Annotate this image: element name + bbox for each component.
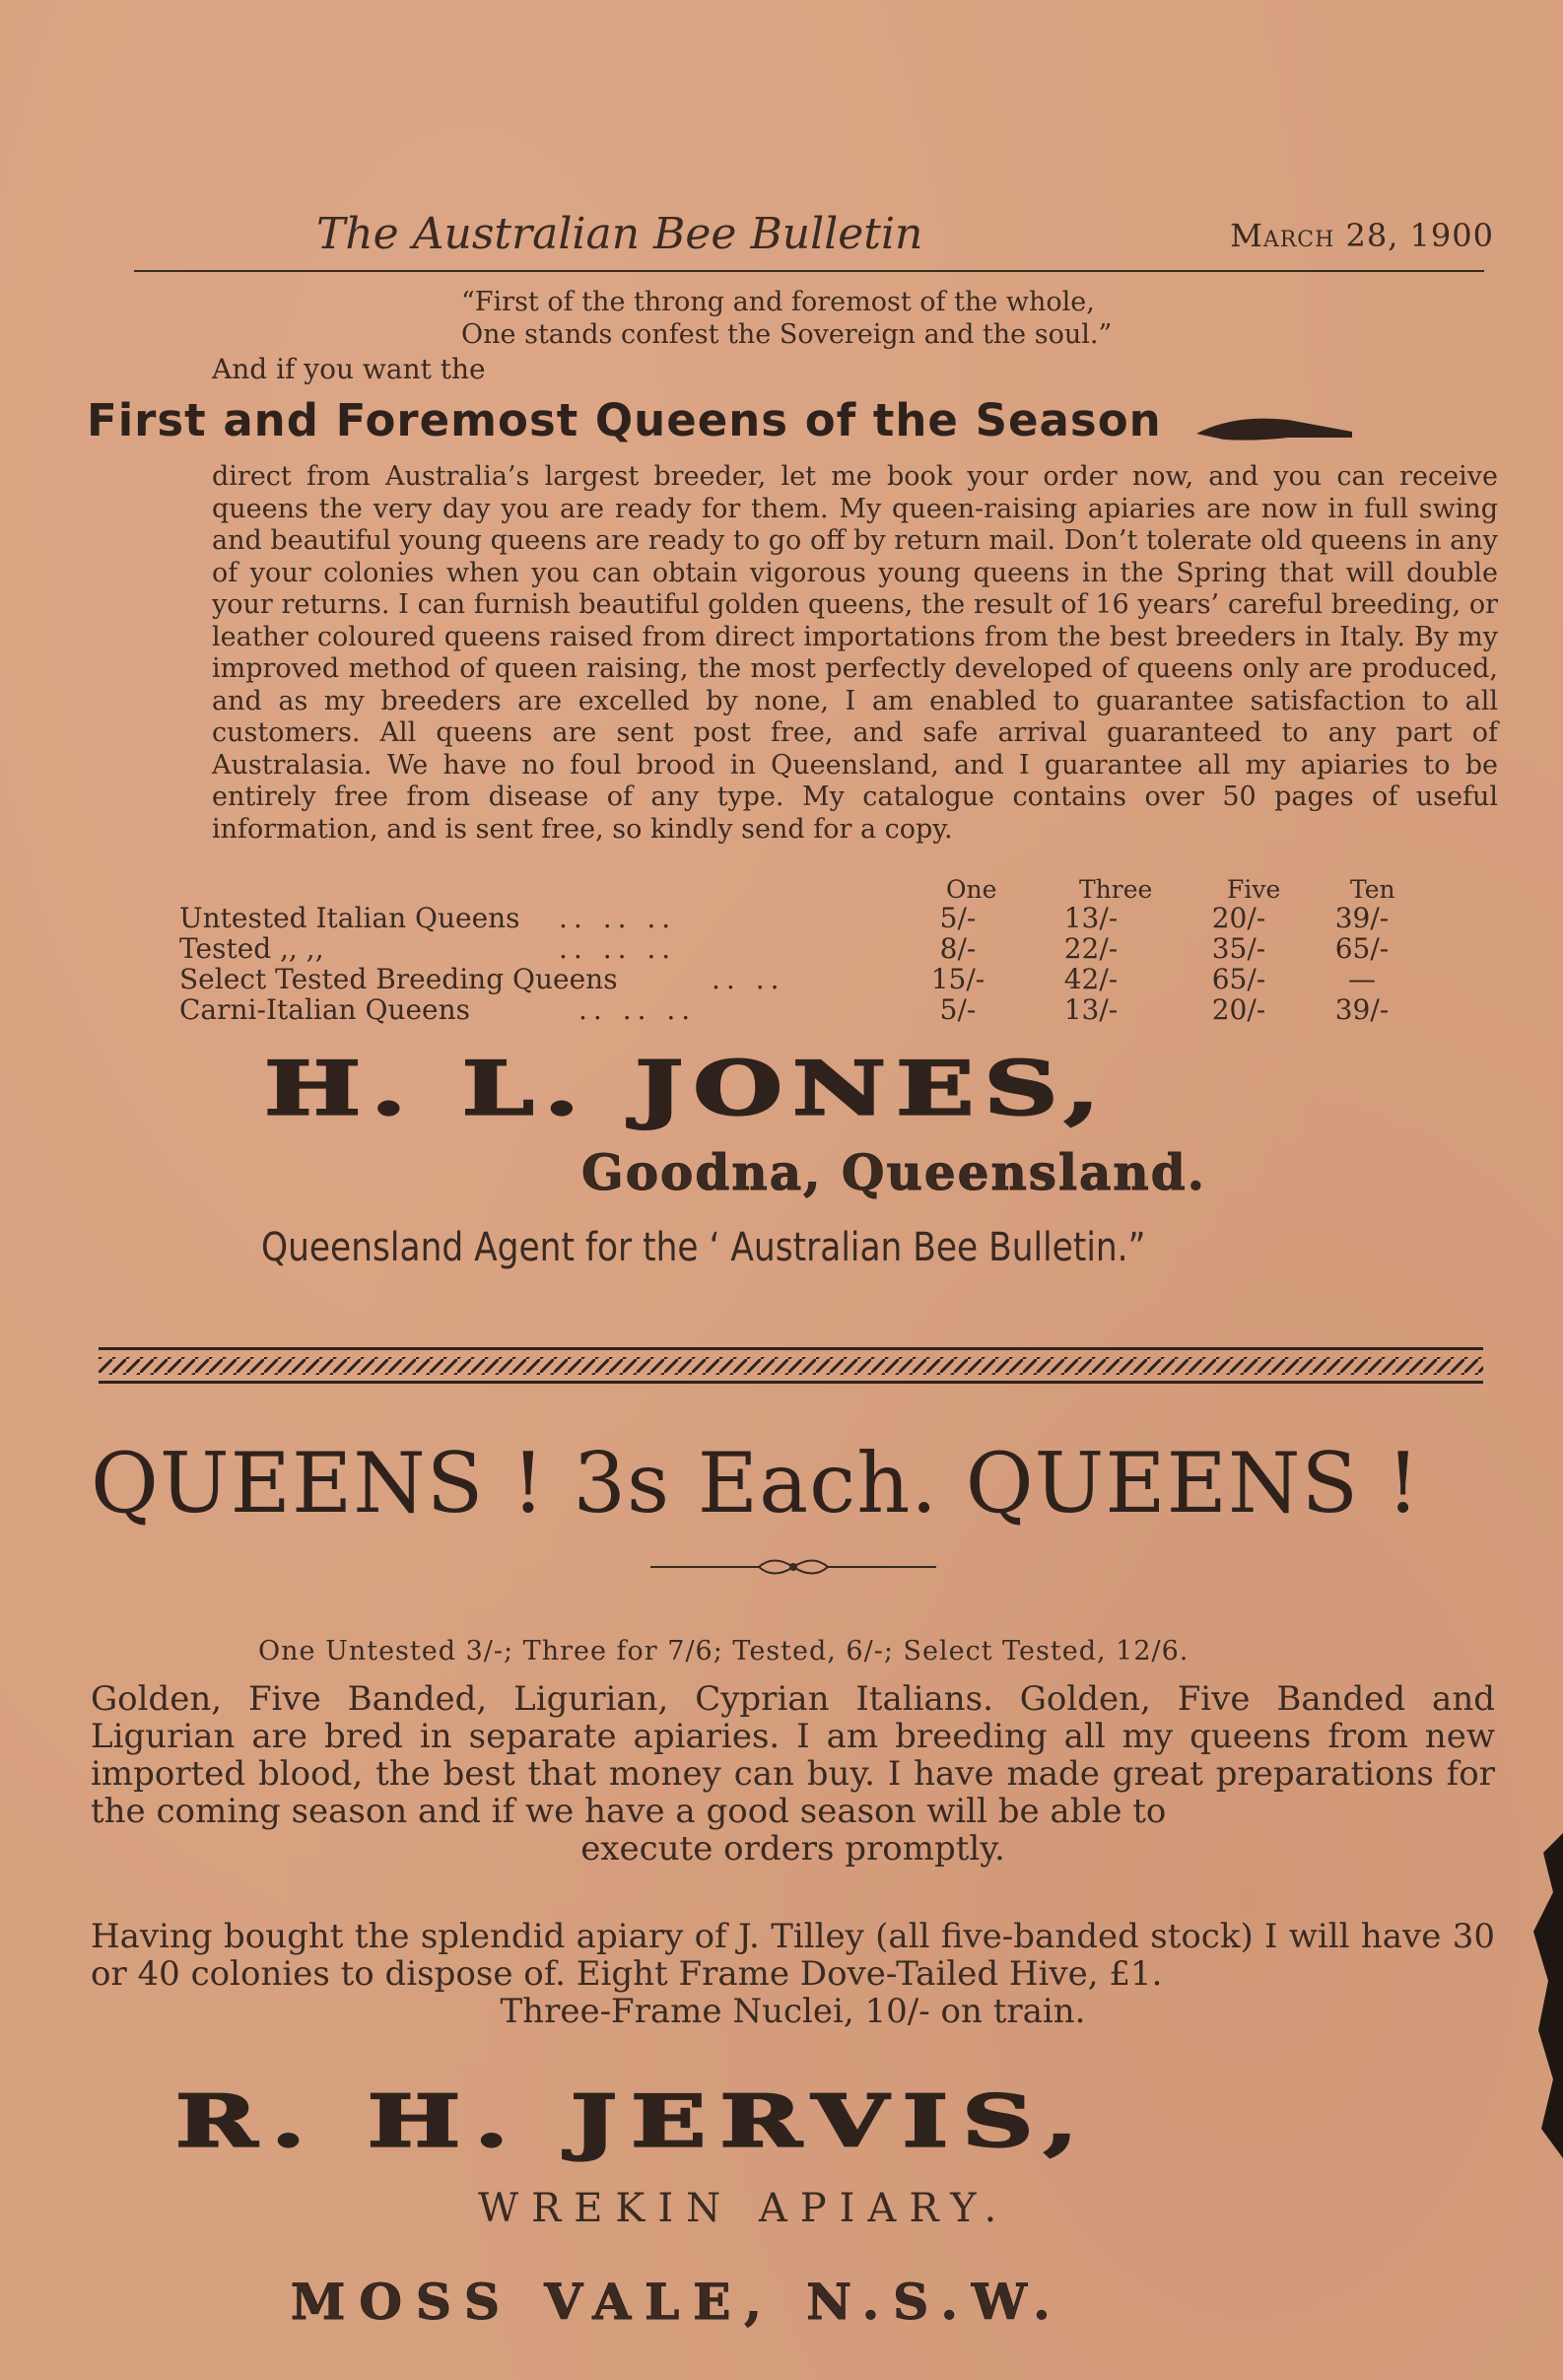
price-row-label: Tested ,, ,, [179,932,324,965]
issue-date: March 28, 1900 [1230,217,1494,254]
torn-edge-decoration [1504,1833,1563,2158]
jervis-body-para-2: Having bought the splendid apiary of J. Tilley (all five-banded stock) I will have 30 or 40 colonies to dispose of. Eight Frame Dove-Tailed Hive, £1. [91,1917,1495,1994]
page-header [134,209,1494,276]
jervis-body-para-1: Golden, Five Banded, Ligurian, Cyprian Italians. Golden, Five Banded and Ligurian are bred in separate apiaries. I am breeding all my queens from new imported blood, the best that money can buy. I have made great preparations for the coming season and if we have a good season will be able to [91,1679,1495,1831]
leader-dots: .. .. .. [559,902,677,934]
epigraph-line-2: One stands confest the Sovereign and the soul.” [461,319,1113,350]
price-five: 20/- [1211,902,1266,934]
intro-text: And if you want the [212,353,486,385]
pointing-hand-icon [1194,412,1357,449]
jones-body-text: direct from Australia’s largest breeder, let me book your order now, and you can receive queens the very day you are ready for them. My queen-raising apiaries are now in full swing and beautiful young queens are ready to go off by return mail. Don’t tolerate old queens in any of your colonies when you can obtain vigorous young queens in the Spring that will double your returns. I can furnish beautiful golden queens, the result of 16 years’ careful breeding, or leather coloured queens raised from direct importations from the best breeders in Italy. By my improved method of queen raising, the most perfectly developed of queens only are produced, and as my breeders are excelled by none, I am enabled to guarantee satisfaction to all customers. All queens are sent post free, and safe arrival guaranteed to any part of Australasia. We have no foul brood in Queensland, and I guarantee all my apiaries to be entirely free from disease of any type. My catalogue contains over 50 pages of useful information, and is sent free, so kindly send for a copy. [212,461,1498,845]
price-five: 20/- [1211,993,1266,1026]
jervis-headline: QUEENS ! 3s Each. QUEENS ! [91,1435,1421,1531]
price-one: 8/- [939,932,977,965]
header-rule [134,270,1484,272]
price-row-label: Carni-Italian Queens [179,993,471,1026]
price-row [179,932,1421,964]
jervis-body-para-1-end: execute orders promptly. [580,1829,1005,1869]
price-header-one: One [946,875,997,904]
price-three: 13/- [1063,902,1119,934]
jones-headline: First and Foremost Queens of the Season [87,394,1162,446]
price-row [179,902,1421,933]
epigraph [461,286,1112,351]
price-three: 42/- [1063,963,1119,995]
price-one: 5/- [939,902,977,934]
price-five: 35/- [1211,932,1266,965]
price-row-label: Select Tested Breeding Queens [179,963,618,995]
price-row [179,993,1421,1025]
price-header-five: Five [1227,875,1281,904]
ornament-flourish-icon [650,1552,936,1582]
publication-title: The Australian Bee Bulletin [316,209,923,259]
price-ten: 65/- [1334,932,1390,965]
section-divider [99,1345,1483,1387]
price-row-label: Untested Italian Queens [179,902,520,934]
agent-line: Queensland Agent for the ‘ Australian Bee Bulletin.” [261,1225,1146,1270]
leader-dots: .. .. [712,963,785,995]
price-three: 13/- [1063,993,1119,1026]
jervis-body-text-2 [91,1918,1495,2030]
price-one: 5/- [939,993,977,1026]
jervis-location: MOSS VALE, N.S.W. [291,2273,1064,2331]
price-one: 15/- [930,963,985,995]
price-ten: 39/- [1334,993,1390,1026]
price-three: 22/- [1063,932,1119,965]
price-header-ten: Ten [1350,875,1395,904]
price-five: 65/- [1211,963,1266,995]
jervis-body-text-1 [91,1680,1495,1868]
epigraph-line-1: “First of the throng and foremost of the whole, [461,287,1095,317]
jervis-apiary: WREKIN APIARY. [478,2186,1010,2231]
price-ten: 39/- [1334,902,1390,934]
price-header-three: Three [1079,875,1153,904]
leader-dots: .. .. .. [559,932,677,965]
price-ten: — [1348,963,1376,995]
advertiser-location: Goodna, Queensland. [581,1143,1207,1201]
price-row [179,963,1421,994]
jervis-name: R. H. JERVIS, [175,2079,1092,2163]
leader-dots: .. .. .. [578,993,697,1026]
jervis-body-para-2-end: Three-Frame Nuclei, 10/- on train. [500,1992,1086,2031]
jervis-price-line: One Untested 3/-; Three for 7/6; Tested, 6/-; Select Tested, 12/6. [258,1636,1189,1666]
advertiser-name: H. L. JONES, [264,1045,1110,1132]
